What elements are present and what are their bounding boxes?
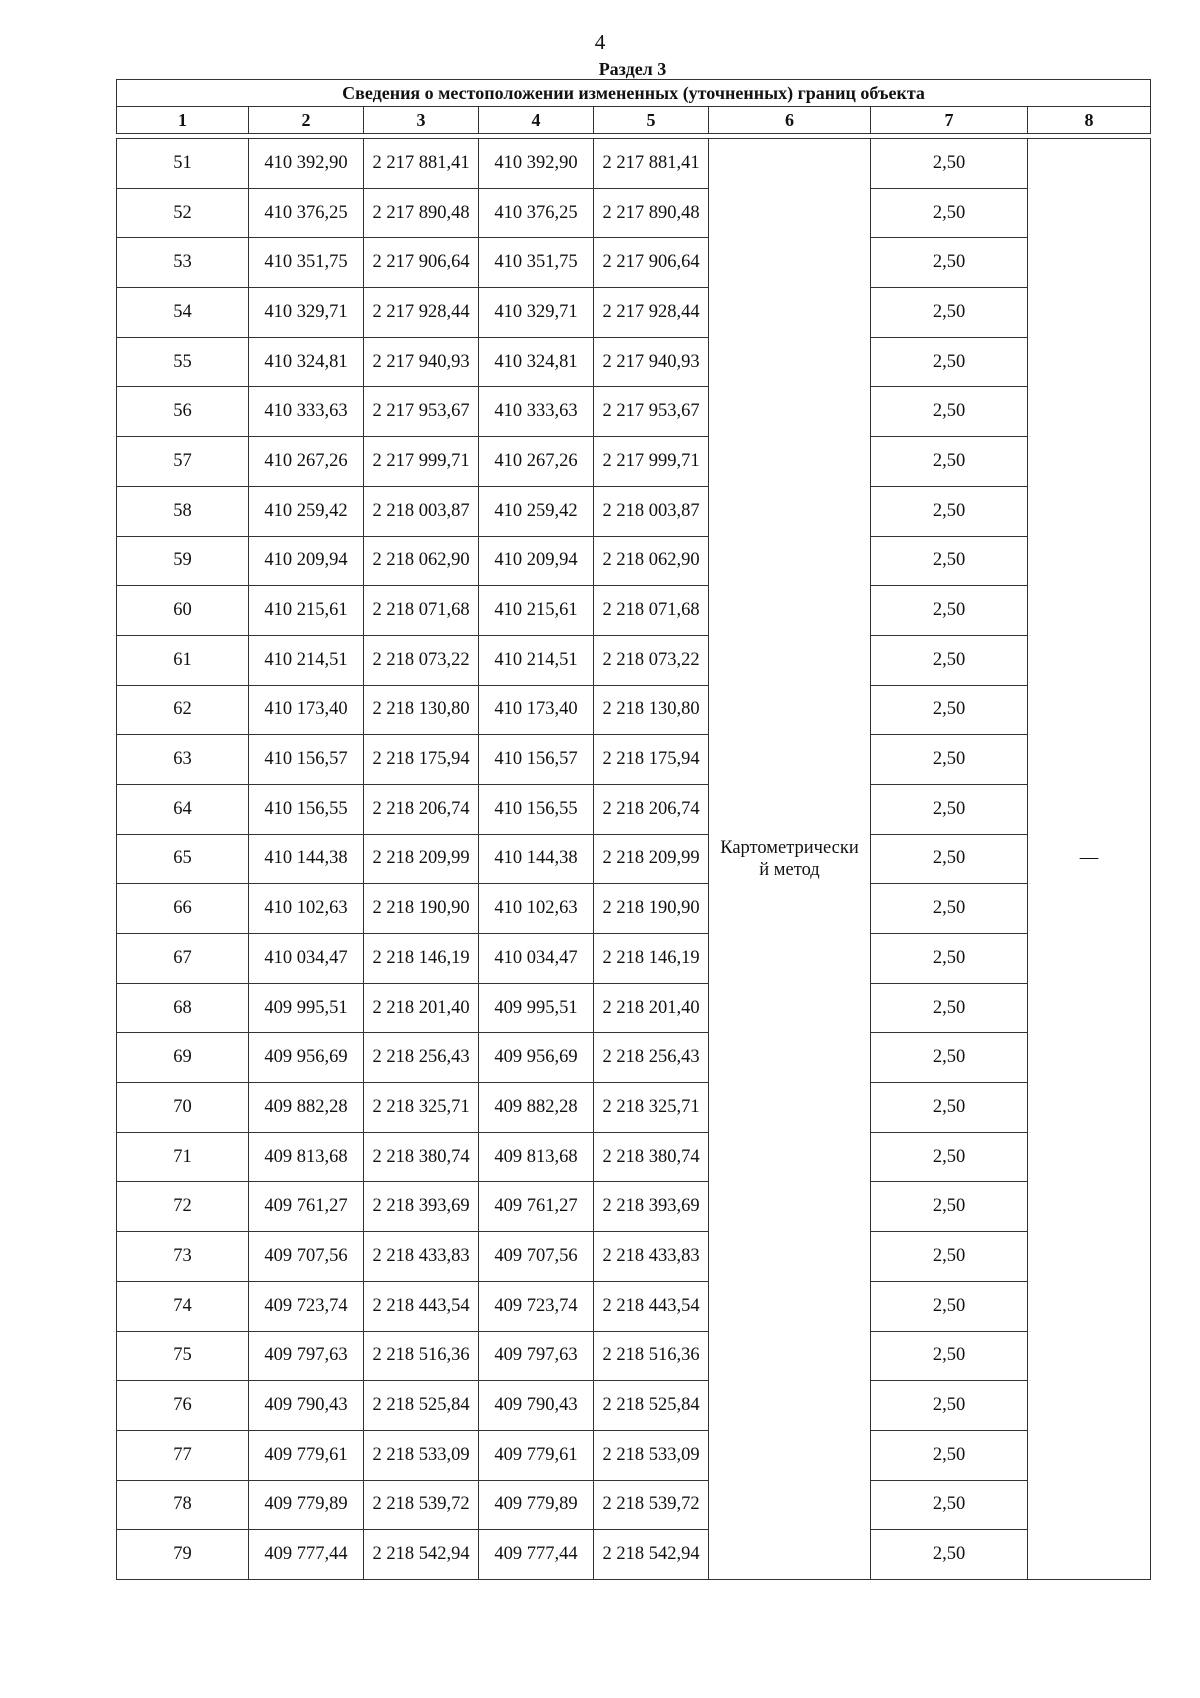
old-y-cell: 2 217 940,93 — [364, 337, 479, 387]
table-row — [117, 1430, 1151, 1480]
old-y-cell: 2 218 539,72 — [364, 1480, 479, 1530]
point-number-cell: 68 — [117, 983, 249, 1033]
new-x-cell: 409 779,89 — [479, 1480, 594, 1530]
point-number-cell: 79 — [117, 1530, 249, 1580]
old-y-cell: 2 218 209,99 — [364, 834, 479, 884]
accuracy-cell: 2,50 — [871, 188, 1028, 238]
old-x-cell: 410 324,81 — [249, 337, 364, 387]
point-number-cell: 74 — [117, 1281, 249, 1331]
new-x-cell: 410 333,63 — [479, 387, 594, 437]
new-x-cell: 410 376,25 — [479, 188, 594, 238]
table-row — [117, 586, 1151, 636]
table-row — [117, 735, 1151, 785]
new-y-cell: 2 218 393,69 — [594, 1182, 709, 1232]
new-y-cell: 2 218 433,83 — [594, 1232, 709, 1282]
new-y-cell: 2 217 940,93 — [594, 337, 709, 387]
section-title: Раздел 3 — [598, 59, 667, 79]
accuracy-cell: 2,50 — [871, 337, 1028, 387]
accuracy-cell: 2,50 — [871, 1232, 1028, 1282]
new-x-cell: 410 102,63 — [479, 884, 594, 934]
point-number-cell: 53 — [117, 238, 249, 288]
column-number: 5 — [594, 107, 709, 134]
old-x-cell: 409 790,43 — [249, 1381, 364, 1431]
accuracy-cell: 2,50 — [871, 934, 1028, 984]
old-x-cell: 410 259,42 — [249, 486, 364, 536]
old-y-cell: 2 218 062,90 — [364, 536, 479, 586]
old-y-cell: 2 218 516,36 — [364, 1331, 479, 1381]
point-number-cell: 62 — [117, 685, 249, 735]
old-y-cell: 2 218 380,74 — [364, 1132, 479, 1182]
new-x-cell: 409 707,56 — [479, 1232, 594, 1282]
table-row — [117, 1381, 1151, 1431]
new-x-cell: 410 144,38 — [479, 834, 594, 884]
old-x-cell: 410 351,75 — [249, 238, 364, 288]
new-x-cell: 410 214,51 — [479, 635, 594, 685]
accuracy-cell: 2,50 — [871, 437, 1028, 487]
table-row — [117, 188, 1151, 238]
table-row — [117, 337, 1151, 387]
method-line: Картометрически — [720, 837, 859, 858]
old-x-cell: 409 777,44 — [249, 1530, 364, 1580]
accuracy-cell: 2,50 — [871, 486, 1028, 536]
old-x-cell: 409 779,61 — [249, 1430, 364, 1480]
point-number-cell: 63 — [117, 735, 249, 785]
table-row — [117, 288, 1151, 338]
new-y-cell: 2 218 542,94 — [594, 1530, 709, 1580]
point-number-cell: 58 — [117, 486, 249, 536]
new-x-cell: 410 329,71 — [479, 288, 594, 338]
column-number: 8 — [1028, 107, 1151, 134]
point-number-cell: 64 — [117, 784, 249, 834]
table-row — [117, 1182, 1151, 1232]
point-number-cell: 69 — [117, 1033, 249, 1083]
point-number-cell: 52 — [117, 188, 249, 238]
table-row — [117, 387, 1151, 437]
table-row — [117, 238, 1151, 288]
old-x-cell: 409 995,51 — [249, 983, 364, 1033]
page-number: 4 — [594, 30, 606, 54]
table-row — [117, 1083, 1151, 1133]
old-y-cell: 2 218 201,40 — [364, 983, 479, 1033]
new-y-cell: 2 218 539,72 — [594, 1480, 709, 1530]
point-number-cell: 75 — [117, 1331, 249, 1381]
new-y-cell: 2 218 325,71 — [594, 1083, 709, 1133]
new-x-cell: 409 797,63 — [479, 1331, 594, 1381]
point-number-cell: 67 — [117, 934, 249, 984]
old-x-cell: 410 209,94 — [249, 536, 364, 586]
old-y-cell: 2 218 130,80 — [364, 685, 479, 735]
new-x-cell: 410 324,81 — [479, 337, 594, 387]
old-x-cell: 410 376,25 — [249, 188, 364, 238]
new-x-cell: 410 351,75 — [479, 238, 594, 288]
new-x-cell: 410 209,94 — [479, 536, 594, 586]
description-cell: — — [1028, 139, 1151, 1580]
accuracy-cell: 2,50 — [871, 139, 1028, 189]
point-number-cell: 51 — [117, 139, 249, 189]
new-y-cell: 2 218 380,74 — [594, 1132, 709, 1182]
new-y-cell: 2 218 146,19 — [594, 934, 709, 984]
point-number-cell: 73 — [117, 1232, 249, 1282]
old-y-cell: 2 218 533,09 — [364, 1430, 479, 1480]
new-x-cell: 409 723,74 — [479, 1281, 594, 1331]
table-row — [117, 486, 1151, 536]
point-number-cell: 55 — [117, 337, 249, 387]
accuracy-cell: 2,50 — [871, 1430, 1028, 1480]
new-x-cell: 409 882,28 — [479, 1083, 594, 1133]
old-y-cell: 2 218 146,19 — [364, 934, 479, 984]
new-y-cell: 2 218 130,80 — [594, 685, 709, 735]
old-x-cell: 410 215,61 — [249, 586, 364, 636]
column-number: 1 — [117, 107, 249, 134]
point-number-cell: 70 — [117, 1083, 249, 1133]
table-row — [117, 685, 1151, 735]
old-y-cell: 2 217 928,44 — [364, 288, 479, 338]
old-x-cell: 410 214,51 — [249, 635, 364, 685]
new-x-cell: 409 995,51 — [479, 983, 594, 1033]
table-row — [117, 934, 1151, 984]
accuracy-cell: 2,50 — [871, 1381, 1028, 1431]
old-x-cell: 410 329,71 — [249, 288, 364, 338]
point-number-cell: 65 — [117, 834, 249, 884]
boundary-table — [116, 79, 1151, 1580]
point-number-cell: 77 — [117, 1430, 249, 1480]
table-row — [117, 1480, 1151, 1530]
old-y-cell: 2 218 256,43 — [364, 1033, 479, 1083]
new-y-cell: 2 218 201,40 — [594, 983, 709, 1033]
point-number-cell: 66 — [117, 884, 249, 934]
old-x-cell: 409 813,68 — [249, 1132, 364, 1182]
point-number-cell: 78 — [117, 1480, 249, 1530]
new-x-cell: 409 956,69 — [479, 1033, 594, 1083]
accuracy-cell: 2,50 — [871, 635, 1028, 685]
old-y-cell: 2 218 206,74 — [364, 784, 479, 834]
new-y-cell: 2 218 533,09 — [594, 1430, 709, 1480]
table-row — [117, 1132, 1151, 1182]
old-y-cell: 2 218 433,83 — [364, 1232, 479, 1282]
table-row — [117, 983, 1151, 1033]
point-number-cell: 71 — [117, 1132, 249, 1182]
new-y-cell: 2 218 209,99 — [594, 834, 709, 884]
old-x-cell: 409 882,28 — [249, 1083, 364, 1133]
method-line: й метод — [759, 859, 820, 880]
new-y-cell: 2 217 881,41 — [594, 139, 709, 189]
new-y-cell: 2 218 516,36 — [594, 1331, 709, 1381]
accuracy-cell: 2,50 — [871, 1083, 1028, 1133]
column-number: 6 — [709, 107, 871, 134]
old-x-cell: 409 797,63 — [249, 1331, 364, 1381]
table-row — [117, 437, 1151, 487]
accuracy-cell: 2,50 — [871, 834, 1028, 884]
new-x-cell: 409 761,27 — [479, 1182, 594, 1232]
accuracy-cell: 2,50 — [871, 1033, 1028, 1083]
point-number-cell: 60 — [117, 586, 249, 636]
column-number: 3 — [364, 107, 479, 134]
point-number-cell: 61 — [117, 635, 249, 685]
old-x-cell: 409 723,74 — [249, 1281, 364, 1331]
new-x-cell: 410 267,26 — [479, 437, 594, 487]
accuracy-cell: 2,50 — [871, 387, 1028, 437]
old-y-cell: 2 218 190,90 — [364, 884, 479, 934]
new-y-cell: 2 218 190,90 — [594, 884, 709, 934]
new-x-cell: 410 173,40 — [479, 685, 594, 735]
point-number-cell: 57 — [117, 437, 249, 487]
accuracy-cell: 2,50 — [871, 238, 1028, 288]
new-y-cell: 2 217 928,44 — [594, 288, 709, 338]
table-row — [117, 784, 1151, 834]
old-y-cell: 2 218 542,94 — [364, 1530, 479, 1580]
accuracy-cell: 2,50 — [871, 983, 1028, 1033]
new-y-cell: 2 218 073,22 — [594, 635, 709, 685]
old-x-cell: 409 956,69 — [249, 1033, 364, 1083]
accuracy-cell: 2,50 — [871, 1480, 1028, 1530]
old-y-cell: 2 217 999,71 — [364, 437, 479, 487]
old-y-cell: 2 217 881,41 — [364, 139, 479, 189]
point-number-cell: 59 — [117, 536, 249, 586]
accuracy-cell: 2,50 — [871, 536, 1028, 586]
method-cell — [709, 139, 871, 1580]
new-y-cell: 2 218 003,87 — [594, 486, 709, 536]
table-row — [117, 139, 1151, 189]
old-y-cell: 2 218 175,94 — [364, 735, 479, 785]
accuracy-cell: 2,50 — [871, 1530, 1028, 1580]
new-y-cell: 2 218 206,74 — [594, 784, 709, 834]
accuracy-cell: 2,50 — [871, 685, 1028, 735]
accuracy-cell: 2,50 — [871, 1331, 1028, 1381]
new-y-cell: 2 217 999,71 — [594, 437, 709, 487]
old-x-cell: 409 779,89 — [249, 1480, 364, 1530]
column-number-row — [117, 107, 1151, 134]
old-y-cell: 2 218 003,87 — [364, 486, 479, 536]
old-y-cell: 2 218 525,84 — [364, 1381, 479, 1431]
new-x-cell: 410 156,57 — [479, 735, 594, 785]
old-x-cell: 409 707,56 — [249, 1232, 364, 1282]
new-x-cell: 409 813,68 — [479, 1132, 594, 1182]
new-y-cell: 2 217 906,64 — [594, 238, 709, 288]
old-x-cell: 410 267,26 — [249, 437, 364, 487]
new-y-cell: 2 218 062,90 — [594, 536, 709, 586]
old-x-cell: 410 333,63 — [249, 387, 364, 437]
old-x-cell: 410 173,40 — [249, 685, 364, 735]
accuracy-cell: 2,50 — [871, 735, 1028, 785]
new-x-cell: 410 215,61 — [479, 586, 594, 636]
accuracy-cell: 2,50 — [871, 1281, 1028, 1331]
new-x-cell: 409 790,43 — [479, 1381, 594, 1431]
old-y-cell: 2 217 906,64 — [364, 238, 479, 288]
new-y-cell: 2 218 443,54 — [594, 1281, 709, 1331]
point-number-cell: 76 — [117, 1381, 249, 1431]
column-number: 2 — [249, 107, 364, 134]
table-row — [117, 1530, 1151, 1580]
old-y-cell: 2 218 325,71 — [364, 1083, 479, 1133]
new-y-cell: 2 218 071,68 — [594, 586, 709, 636]
new-x-cell: 409 777,44 — [479, 1530, 594, 1580]
table-caption: Сведения о местоположении измененных (уточненных) границ объекта — [117, 80, 1151, 107]
old-x-cell: 410 102,63 — [249, 884, 364, 934]
table-row — [117, 834, 1151, 884]
old-x-cell: 410 034,47 — [249, 934, 364, 984]
accuracy-cell: 2,50 — [871, 784, 1028, 834]
point-number-cell: 72 — [117, 1182, 249, 1232]
table-row — [117, 1033, 1151, 1083]
new-y-cell: 2 218 525,84 — [594, 1381, 709, 1431]
new-y-cell: 2 218 175,94 — [594, 735, 709, 785]
table-row — [117, 1281, 1151, 1331]
old-x-cell: 410 156,57 — [249, 735, 364, 785]
table-row — [117, 884, 1151, 934]
old-y-cell: 2 218 073,22 — [364, 635, 479, 685]
old-y-cell: 2 218 393,69 — [364, 1182, 479, 1232]
new-y-cell: 2 217 953,67 — [594, 387, 709, 437]
table-row — [117, 1331, 1151, 1381]
accuracy-cell: 2,50 — [871, 1182, 1028, 1232]
accuracy-cell: 2,50 — [871, 288, 1028, 338]
new-x-cell: 410 392,90 — [479, 139, 594, 189]
old-x-cell: 410 392,90 — [249, 139, 364, 189]
table-row — [117, 635, 1151, 685]
old-y-cell: 2 217 890,48 — [364, 188, 479, 238]
point-number-cell: 54 — [117, 288, 249, 338]
accuracy-cell: 2,50 — [871, 586, 1028, 636]
old-y-cell: 2 218 443,54 — [364, 1281, 479, 1331]
old-y-cell: 2 218 071,68 — [364, 586, 479, 636]
new-y-cell: 2 217 890,48 — [594, 188, 709, 238]
table-row — [117, 536, 1151, 586]
table-row — [117, 1232, 1151, 1282]
point-number-cell: 56 — [117, 387, 249, 437]
new-x-cell: 410 034,47 — [479, 934, 594, 984]
new-x-cell: 409 779,61 — [479, 1430, 594, 1480]
old-y-cell: 2 217 953,67 — [364, 387, 479, 437]
new-x-cell: 410 259,42 — [479, 486, 594, 536]
new-x-cell: 410 156,55 — [479, 784, 594, 834]
accuracy-cell: 2,50 — [871, 1132, 1028, 1182]
new-y-cell: 2 218 256,43 — [594, 1033, 709, 1083]
old-x-cell: 410 156,55 — [249, 784, 364, 834]
column-number: 4 — [479, 107, 594, 134]
old-x-cell: 409 761,27 — [249, 1182, 364, 1232]
old-x-cell: 410 144,38 — [249, 834, 364, 884]
table-body — [117, 139, 1151, 1580]
column-number: 7 — [871, 107, 1028, 134]
accuracy-cell: 2,50 — [871, 884, 1028, 934]
